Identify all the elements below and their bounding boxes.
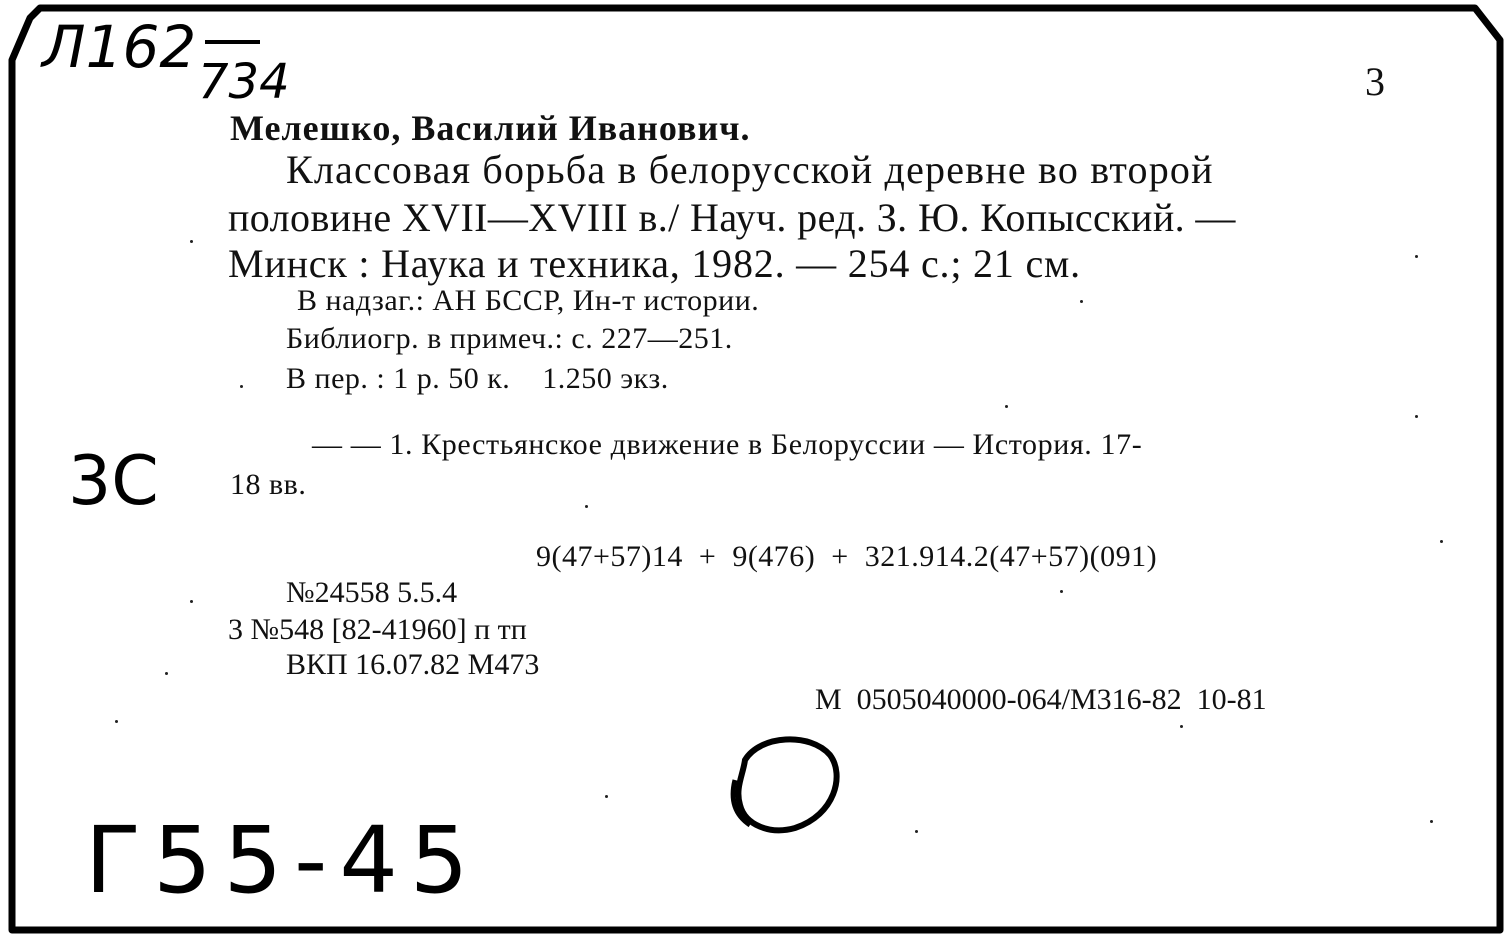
title-line-1: Классовая борьба в белорусской деревне во второй [286,147,1214,192]
title-line-3: Минск : Наука и техника, 1982. — 254 с.; 21 см. [228,241,1081,286]
isbn-code: М 0505040000-064/М316-82 10-81 [815,683,1267,716]
note-line-2: Библиогр. в примеч.: с. 227—251. [286,322,733,355]
speck [585,505,588,508]
speck [1415,255,1418,258]
speck [240,385,243,388]
speck [190,600,193,603]
handwritten-bottom-mark: Г55-45 [85,807,481,914]
card-number: 3 [1365,59,1385,104]
speck [190,240,193,243]
author-heading: Мелешко, Василий Иванович. [230,108,751,148]
handwritten-top-number: Л162 [42,13,197,81]
speck [1430,820,1433,823]
speck [115,720,118,723]
speck [605,795,608,798]
note-line-1: В надзаг.: АН БССР, Ин-т истории. [297,284,760,317]
speck [915,830,918,833]
note-line-3: В пер. : 1 р. 50 к. 1.250 экз. [286,362,669,395]
subject-line-1: — — 1. Крестьянское движение в Белоруссии — История. 17- [312,428,1143,461]
tech-line-3: ВКП 16.07.82 М473 [286,648,540,681]
classification-index: 9(47+57)14 + 9(476) + 321.914.2(47+57)(091) [536,540,1158,573]
tech-line-2: 3 №548 [82-41960] п тп [228,613,527,646]
speck [1060,590,1063,593]
handwritten-left-mark: 3С [68,442,159,521]
speck [1005,405,1008,408]
speck [1180,725,1183,728]
title-line-2: половине XVII—XVIII в./ Науч. ред. З. Ю. Копысский. — [228,195,1236,240]
speck [1080,300,1083,303]
speck [165,672,168,675]
drawn-circle [715,720,875,840]
tech-line-1: №24558 5.5.4 [286,576,458,609]
subject-line-2: 18 вв. [230,468,307,501]
handwritten-top-underline [205,40,260,44]
handwritten-top-number-2: 734 [198,54,290,110]
speck [1415,415,1418,418]
speck [1440,540,1443,543]
